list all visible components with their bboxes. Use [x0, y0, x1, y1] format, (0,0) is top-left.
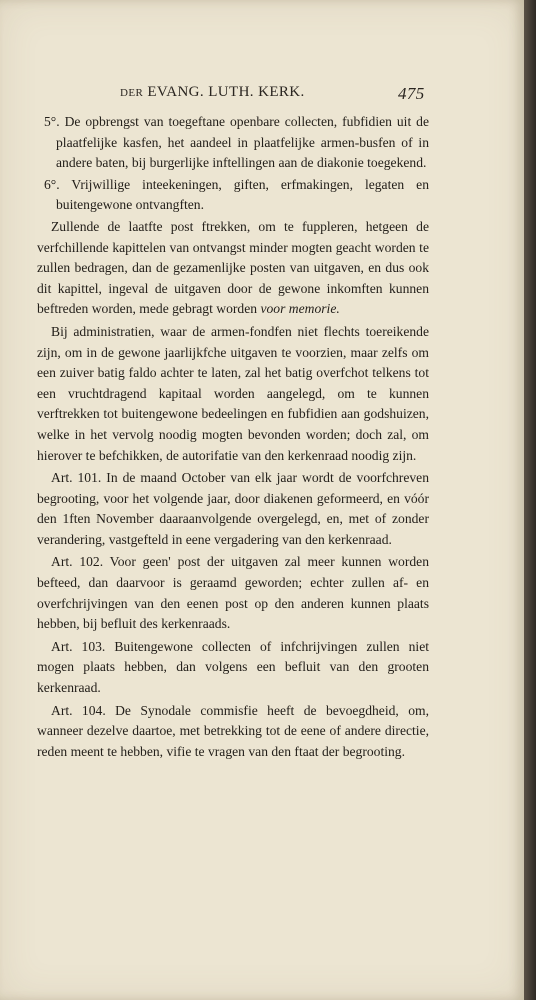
article-102: Art. 102. Voor geen' post der uitgaven zal meer kunnen worden befteed, dan daarvoor is geraamd geworden; echter zullen af- en overfchrijvingen van den eenen post op den anderen kunnen plaats hebben, bij befluit des kerkenraads.: [37, 554, 429, 632]
italic-phrase: voor memorie.: [260, 301, 340, 317]
article-101: Art. 101. In de maand October van elk jaar wordt de voorfchreven begrooting, voor het volgende jaar, door diakenen geformeerd, en vóór den 1ften November daaraanvolgende overgelegd, en, met of zonder verandering, vastgefteld in eene vergadering van den kerkenraad.: [37, 470, 429, 547]
header-title: der EVANG. LUTH. KERK.: [120, 84, 305, 100]
paragraph-text: Zullende de laatfte post ftrekken, om te fuppleren, hetgeen de verfchillende kapittelen van ontvangst minder mogten geacht worden te zullen bedragen, dan de gezamenlijke posten van uitgaven, en dus ook dit kapittel, ingeval de uitgaven door de gewone inkomften kunnen beftreden worden, mede gebragt worden: [37, 218, 429, 317]
paragraph-last-post: [37, 217, 429, 320]
page-number: 475: [398, 84, 425, 103]
article-103: Art. 103. Buitengewone collecten of infchrijvingen zullen niet mogen plaats hebben, dan volgens een befluit van den grooten kerkenraad.: [37, 638, 429, 696]
running-header: [120, 84, 430, 101]
article-104: Art. 104. De Synodale commisfie heeft de bevoegdheid, om, wanneer dezelve daartoe, met betrekking tot de eene of andere directie, reden meent te hebben, vifie te vragen van den ftaat der begrooting.: [37, 702, 429, 759]
list-item-6: 6°. Vrijwillige inteekeningen, giften, erfmakingen, legaten en buitengewone ontvangften.: [44, 176, 429, 213]
list-item-5: 5°. De opbrengst van toegeftane openbare collecten, fubfidien uit de plaatfelijke kasfen, het aandeel in plaatfelijke armen-busfen of in andere baten, bij burgerlijke inftellingen aan de diakonie toegekend.: [44, 114, 429, 171]
body-text: [37, 112, 429, 762]
page-edge: [524, 0, 536, 1000]
paragraph-administrations: Bij administratien, waar de armen-fondfen niet flechts toereikende zijn, om in de gewone jaarlijkfche uitgaven te voorzien, maar zelfs om een zuiver batig faldo achter te laten, zal het batig overfchot telkens tot een vruchtdragend kapitaal worden aangelegd, om te kunnen verftrekken tot buitengewone bedeelingen en fubfidien aan godshuizen, welke in het vervolg noodig mogten bevonden worden; doch zal, om hierover te befchikken, de autorifatie van den kerkenraad noodig zijn.: [37, 323, 429, 463]
